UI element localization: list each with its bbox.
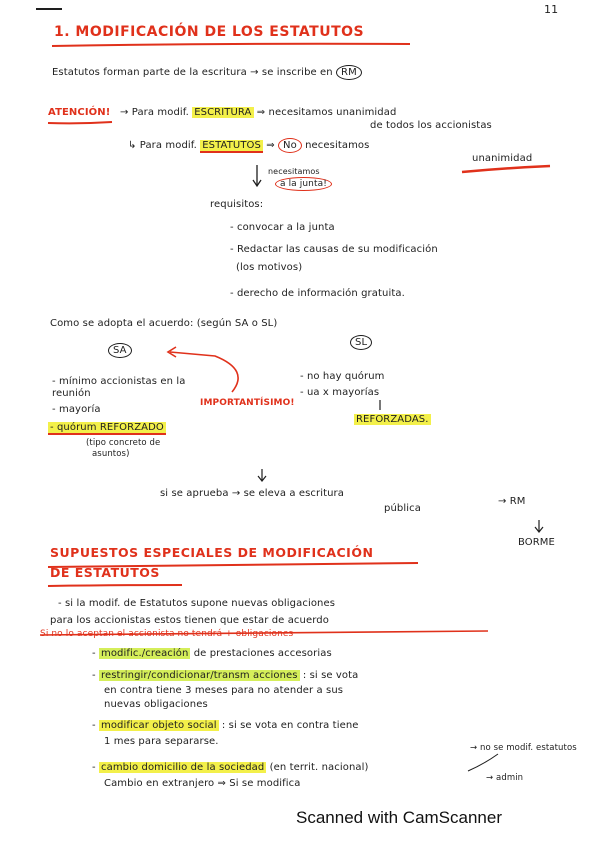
heading-underline [52,44,410,46]
publica-text: pública [384,503,421,514]
page-number: 11 [544,3,559,16]
quorum-highlight: - quórum REFORZADO [50,422,164,433]
importante-note: IMPORTANTÍSIMO! [200,398,295,408]
requisito-item: - derecho de información gratuita. [230,288,405,299]
supuestos-line: para los accionistas estos tienen que estar de acuerdo [50,615,329,626]
supuestos-heading: SUPUESTOS ESPECIALES DE MODIFICACIÓN [50,545,374,560]
estatutos-highlight: ESTATUTOS [202,140,261,151]
supuestos-line: - si la modif. de Estatutos supone nuevas obligaciones [58,598,336,609]
atencion-row-1 [120,107,396,119]
rm-text: → RM [498,496,526,507]
atencion-row-2: ↳ Para modif. ESTATUTOS ⇒ No necesitamos [128,140,370,151]
supuesto-item: - modific./creación de prestaciones accesorias [92,648,332,659]
sa-item: - mayoría [52,404,101,415]
sa-label: SA [108,343,132,358]
intro-text [52,67,362,79]
supuesto-item: - modificar objeto social : si se vota en contra tiene [92,720,359,731]
sa-item: reunión [52,388,91,399]
supuesto-highlight: modific./creación [101,648,189,659]
junta-circle: a la junta! [275,177,332,191]
supuesto-item: Cambio en extranjero ⇒ Si se modifica [104,778,301,789]
junta-note [275,178,332,190]
supuesto-highlight: restringir/condicionar/transm acciones [101,670,298,681]
side-note: → no se modif. estatutos [470,743,577,753]
requisito-item: - Redactar las causas de su modificación [230,244,438,255]
row2-result: necesitamos [305,140,370,151]
row2-result-2: unanimidad [472,153,533,164]
sa-item: - mínimo accionistas en la [52,376,186,387]
supuesto-highlight: cambio domicilio de la sociedad [101,762,265,773]
row1-prefix: → Para modif. [120,107,189,118]
supuesto-item: - cambio domicilio de la sociedad (en territ. nacional) [92,762,369,773]
requisito-item: (los motivos) [236,262,303,273]
requisitos-label: requisitos: [210,199,264,210]
escritura-highlight: ESCRITURA [194,107,252,118]
sa-badge [108,345,132,357]
atencion-underline [48,122,112,123]
supuesto-item: - restringir/condicionar/transm acciones : si se vota [92,670,359,681]
sl-item: - no hay quórum [300,371,385,382]
sl-item: - ua x mayorías [300,387,380,398]
sa-item-quorum [48,422,166,434]
supuesto-highlight: modificar objeto social [101,720,217,731]
no-badge: No [278,138,302,153]
borme-text: BORME [518,537,555,548]
scanner-watermark: Scanned with CamScanner [296,808,503,827]
row1-result: ⇒ necesitamos unanimidad [256,107,397,118]
supuesto-rest: : si se vota en contra tiene [218,720,359,731]
reforzadas-highlight: REFORZADAS. [356,414,429,425]
reforzadas-label [354,414,431,426]
side-note-2: → admin [486,773,524,783]
page-title: 1. MODIFICACIÓN DE LOS ESTATUTOS [54,24,365,40]
como-text: Como se adopta el acuerdo: (según SA o SL) [50,318,278,329]
rm-badge: RM [336,65,362,80]
flow-text: si se aprueba → se eleva a escritura [160,488,345,499]
intro-line: Estatutos forman parte de la escritura → se inscribe en [52,67,333,78]
row2-prefix: ↳ Para modif. [128,140,197,151]
necesitamos-note: necesitamos [268,167,320,176]
atencion-label: ATENCIÓN! [48,107,111,118]
row1-result-2: de todos los accionistas [370,120,492,131]
supuesto-item: nuevas obligaciones [104,699,208,710]
supuesto-item: en contra tiene 3 meses para no atender a sus [104,685,344,696]
supuesto-rest: de prestaciones accesorias [190,648,332,659]
supuesto-rest: : si se vota [299,670,359,681]
sa-item: asuntos) [92,449,130,459]
sa-item: (tipo concreto de [86,438,161,448]
sl-label: SL [350,335,372,350]
unanimidad-underline [462,166,550,172]
requisito-item: - convocar a la junta [230,222,335,233]
supuesto-rest: (en territ. nacional) [266,762,369,773]
sl-badge [350,337,372,349]
supuesto-item: 1 mes para separarse. [104,736,219,747]
supuestos-warning: Si no lo aceptan el accionista no tendrá + obligaciones [40,629,294,639]
supuestos-heading-2: DE ESTATUTOS [50,565,160,580]
